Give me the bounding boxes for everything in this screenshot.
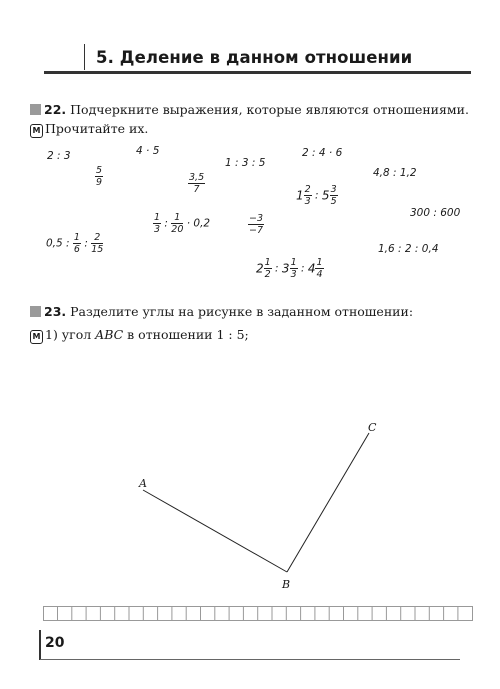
expression: 1,6 : 2 : 0,4 bbox=[378, 243, 439, 255]
expression: 2 : 4 · 6 bbox=[302, 147, 343, 159]
expression-fraction: $\frac{-3}{-7}$ bbox=[249, 213, 264, 236]
task-22-number: 22. bbox=[44, 102, 67, 117]
expression-fractions: 0,5 : $\frac{1}{6}$ : $\frac{2}{15}$ bbox=[46, 232, 104, 255]
point-label-b: B bbox=[282, 578, 291, 591]
oral-task-badge-icon: М bbox=[30, 330, 43, 344]
oral-task-badge-icon: М bbox=[30, 124, 43, 138]
expression-mixed: 1 $\frac{2}{3}$ : 5 $\frac{3}{5}$ bbox=[296, 184, 337, 207]
task-23-item-1: М 1) угол ABC в отношении 1 : 5; bbox=[30, 327, 249, 344]
point-label-a: A bbox=[139, 477, 147, 490]
task-22-text-2: Прочитайте их. bbox=[45, 121, 149, 136]
ray-bc bbox=[287, 433, 369, 572]
ray-ba bbox=[143, 490, 287, 572]
expression-mixed: 2 $\frac{1}{2}$ : 3 $\frac{1}{3}$ : 4 $\frac{1}{4}$ bbox=[256, 257, 323, 280]
task-23-text: Разделите углы на рисунке в заданном отношении: bbox=[70, 304, 414, 319]
angle-name: ABC bbox=[95, 327, 124, 342]
expression: 4,8 : 1,2 bbox=[373, 167, 417, 179]
task-22-text-1: Подчеркните выражения, которые являются отношениями. bbox=[70, 102, 469, 117]
expression: 1 : 3 : 5 bbox=[225, 157, 266, 169]
expression-fraction: $\frac{5}{9}$ bbox=[96, 165, 103, 188]
page-number: 20 bbox=[45, 635, 65, 651]
section-title: 5. Деление в данном отношении bbox=[96, 48, 413, 67]
expression: 4 · 5 bbox=[136, 145, 160, 157]
page-number-divider bbox=[39, 630, 41, 660]
footer-rule bbox=[40, 659, 460, 660]
point-label-c: C bbox=[368, 421, 377, 434]
answer-grid-strip bbox=[43, 606, 475, 622]
expression-fraction: $\frac{3,5}{7}$ bbox=[189, 172, 205, 195]
task-23-number: 23. bbox=[44, 304, 67, 319]
expression-fractions: $\frac{1}{3}$ : $\frac{1}{20}$ · 0,2 bbox=[154, 212, 211, 235]
expression: 300 : 600 bbox=[410, 207, 461, 219]
expression: 2 : 3 bbox=[47, 150, 71, 162]
